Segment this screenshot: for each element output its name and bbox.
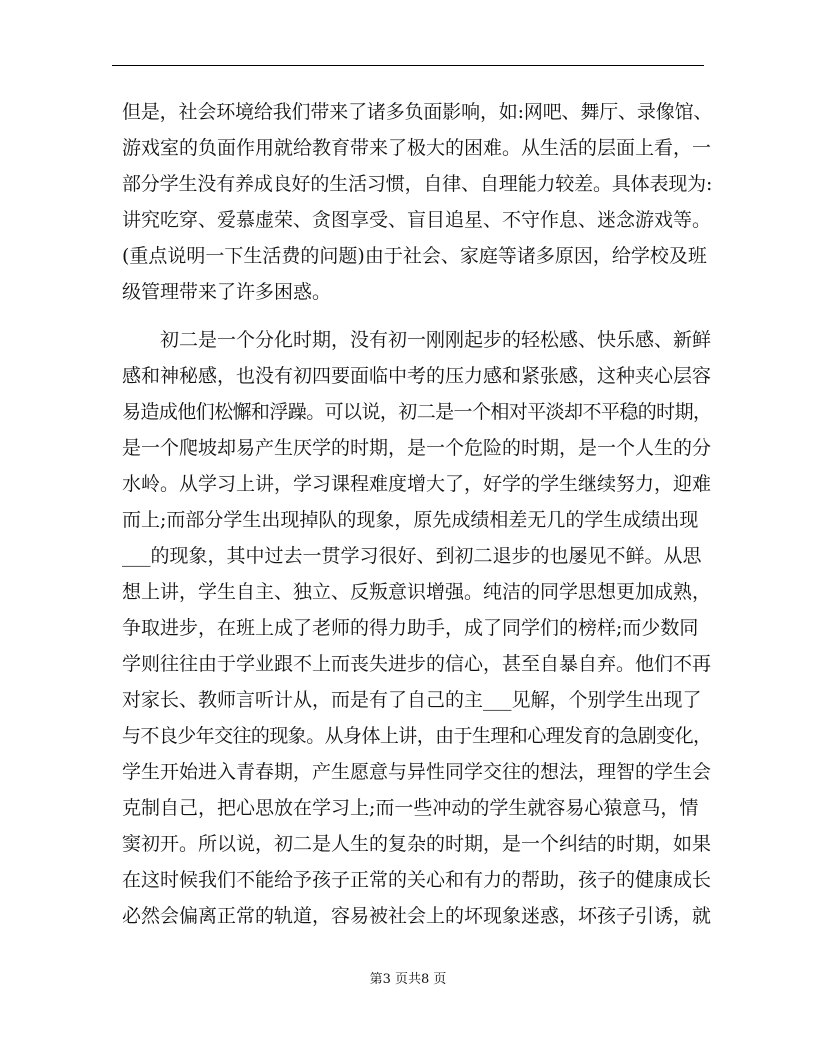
text-line: 讲究吃穿、爱慕虚荣、贪图享受、盲目追星、不守作息、迷念游戏等。 — [122, 209, 712, 231]
text-line: 必然会偏离正常的轨道，容易被社会上的坏现象迷惑，坏孩子引诱，就 — [122, 905, 712, 927]
text-line: 游戏室的负面作用就给教育带来了极大的困难。从生活的层面上看，一 — [122, 137, 712, 159]
text-line: ___的现象，其中过去一贯学习很好、到初二退步的也屡见不鲜。从思 — [122, 545, 702, 567]
text-line: (重点说明一下生活费的问题)由于社会、家庭等诸多原因，给学校及班 — [122, 245, 707, 267]
text-line: 与不良少年交往的现象。从身体上讲，由于生理和心理发育的急剧变化， — [122, 725, 712, 747]
text-line: 但是，社会环境给我们带来了诸多负面影响，如:网吧、舞厅、录像馆、 — [122, 101, 713, 123]
text-line: 窦初开。所以说，初二是人生的复杂的时期，是一个纠结的时期，如果 — [122, 833, 712, 855]
text-line: 学生开始进入青春期，产生愿意与异性同学交往的想法，理智的学生会 — [122, 761, 712, 783]
text-line: 想上讲，学生自主、独立、反叛意识增强。纯洁的同学思想更加成熟， — [122, 581, 712, 603]
text-line: 学则往往由于学业跟不上而丧失进步的信心，甚至自暴自弃。他们不再 — [122, 653, 712, 675]
text-line: 初二是一个分化时期，没有初一刚刚起步的轻松感、快乐感、新鲜 — [160, 329, 712, 351]
text-line: 而上;而部分学生出现掉队的现象，原先成绩相差无几的学生成绩出现 — [122, 509, 699, 531]
text-line: 争取进步，在班上成了老师的得力助手，成了同学们的榜样;而少数同 — [122, 617, 699, 639]
text-line: 级管理带来了许多困惑。 — [122, 281, 332, 303]
text-line: 易造成他们松懈和浮躁。可以说，初二是一个相对平淡却不平稳的时期， — [122, 401, 712, 423]
text-line: 在这时候我们不能给予孩子正常的关心和有力的帮助，孩子的健康成长 — [122, 869, 712, 891]
header-rule — [112, 65, 704, 66]
text-line: 对家长、教师言听计从，而是有了自己的主___见解，个别学生出现了 — [122, 689, 702, 711]
text-line: 感和神秘感，也没有初四要面临中考的压力感和紧张感，这种夹心层容 — [122, 365, 712, 387]
text-line: 是一个爬坡却易产生厌学的时期，是一个危险的时期，是一个人生的分 — [122, 437, 712, 459]
text-line: 克制自己，把心思放在学习上;而一些冲动的学生就容易心猿意马，情 — [122, 797, 699, 819]
text-line: 水岭。从学习上讲，学习课程难度增大了，好学的学生继续努力，迎难 — [122, 473, 712, 495]
page-number: 第3 页共8 页 — [369, 972, 447, 987]
text-line: 部分学生没有养成良好的生活习惯，自律、自理能力较差。具体表现为: — [122, 173, 713, 195]
